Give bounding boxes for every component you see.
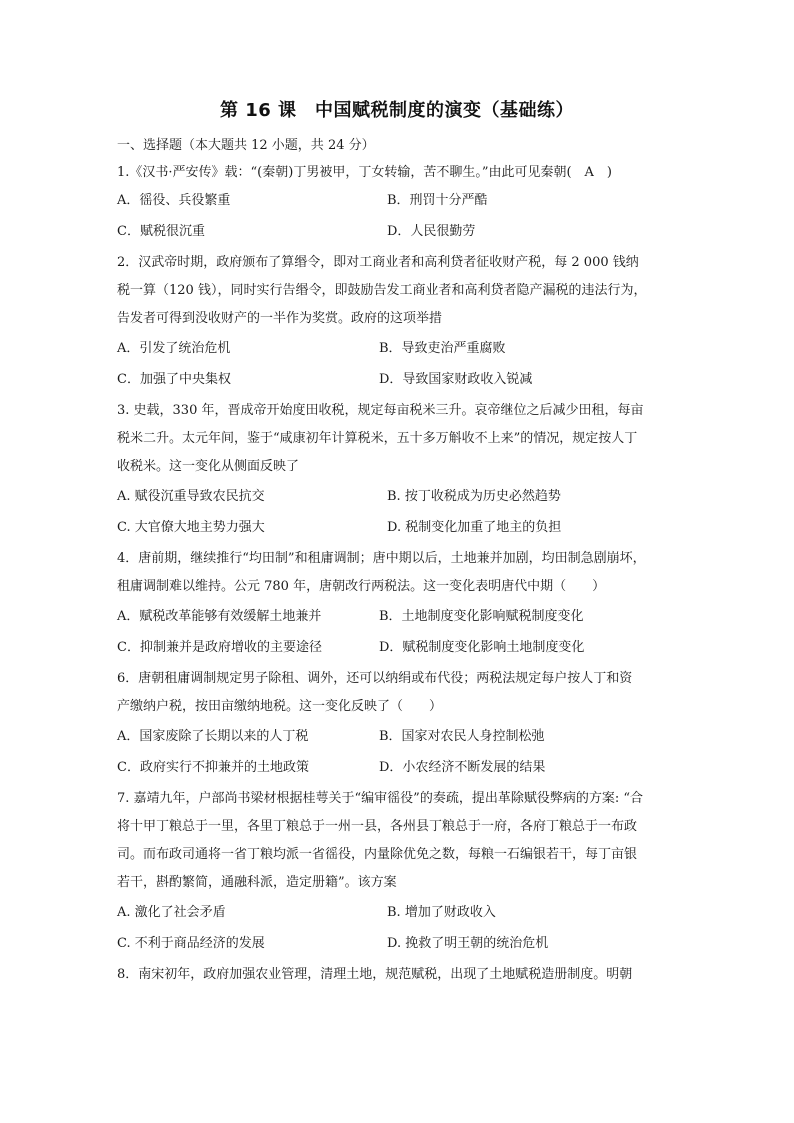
question-stem-line: 6．唐朝租庸调制规定男子除租、调外，还可以纳绢或布代役；两税法规定每户按人丁和资 bbox=[117, 671, 633, 686]
question-3 bbox=[117, 397, 657, 543]
option-c: C．加强了中央集权 bbox=[117, 372, 231, 387]
answer-options bbox=[117, 721, 657, 783]
question-stem-line: 4．唐前期，继续推行“均田制”和租庸调制；唐中期以后，土地兼并加剧，均田制急剧崩坏， bbox=[117, 551, 646, 566]
option-d: D. 挽救了明王朝的统治危机 bbox=[387, 936, 549, 951]
option-b: B．导致吏治严重腐败 bbox=[379, 341, 506, 356]
option-d: D. 税制变化加重了地主的负担 bbox=[387, 520, 562, 535]
question-stem-line: 1.《汉书·严安传》载：“(秦朝)丁男被甲，丁女转输，苦不聊生。”由此可见秦朝( A ) bbox=[117, 165, 613, 180]
question-6 bbox=[117, 665, 657, 783]
option-a: A．徭役、兵役繁重 bbox=[117, 193, 231, 208]
question-stem-line: 税一算（120 钱），同时实行告缗令，即鼓励告发工商业者和高利贷者隐产漏税的违法行为， bbox=[117, 283, 647, 298]
option-d: D．导致国家财政收入锐减 bbox=[379, 372, 533, 387]
answer-options bbox=[117, 481, 657, 543]
question-stem-line: 司。而布政司通将一省丁粮均派一省徭役，内量除优免之数，每粮一石编银若干，每丁亩银 bbox=[117, 847, 638, 862]
option-d: D．小农经济不断发展的结果 bbox=[379, 760, 546, 775]
option-c: C．抑制兼并是政府增收的主要途径 bbox=[117, 640, 322, 655]
answer-options bbox=[117, 333, 657, 395]
question-stem-line: 产缴纳户税，按田亩缴纳地税。这一变化反映了（ ） bbox=[117, 699, 443, 714]
option-d: D．赋税制度变化影响土地制度变化 bbox=[379, 640, 585, 655]
section-heading: 一、选择题（本大题共 12 小题，共 24 分） bbox=[117, 138, 375, 153]
question-stem-line: 2．汉武帝时期，政府颁布了算缗令，即对工商业者和高利贷者征收财产税，每 2 000 钱纳 bbox=[117, 255, 639, 270]
question-stem-line: 告发者可得到没收财产的一半作为奖赏。政府的这项举措 bbox=[117, 311, 443, 326]
option-c: C．政府实行不抑兼并的土地政策 bbox=[117, 760, 309, 775]
option-a: A. 赋役沉重导致农民抗交 bbox=[117, 489, 265, 504]
option-a: A．国家废除了长期以来的人丁税 bbox=[117, 729, 309, 744]
option-b: B．土地制度变化影响赋税制度变化 bbox=[379, 609, 584, 624]
question-4 bbox=[117, 545, 657, 663]
question-2 bbox=[117, 249, 657, 395]
question-stem-line: 若干，斟酌繁简，通融科派，造定册籍”。该方案 bbox=[117, 875, 397, 890]
option-b: B．刑罚十分严酷 bbox=[387, 193, 488, 208]
question-stem-line: 税米二升。太元年间，鉴于“咸康初年计算税米，五十多万斛收不上来”的情况，规定按人丁 bbox=[117, 431, 638, 446]
option-a: A．赋税改革能够有效缓解土地兼并 bbox=[117, 609, 322, 624]
question-list bbox=[117, 136, 657, 989]
option-c: C. 大官僚大地主势力强大 bbox=[117, 520, 265, 535]
page-title: 第 16 课 中国赋税制度的演变（基础练） bbox=[219, 100, 575, 121]
option-a: A．引发了统治危机 bbox=[117, 341, 231, 356]
answer-options bbox=[117, 601, 657, 663]
question-stem-line: 将十甲丁粮总于一里，各里丁粮总于一州一县，各州县丁粮总于一府，各府丁粮总于一布政 bbox=[117, 819, 638, 834]
option-a: A. 激化了社会矛盾 bbox=[117, 905, 226, 920]
question-stem-line: 收税米。这一变化从侧面反映了 bbox=[117, 459, 300, 474]
option-c: C．赋税很沉重 bbox=[117, 224, 205, 239]
option-b: B. 按丁收税成为历史必然趋势 bbox=[387, 489, 561, 504]
question-stem-line: 3. 史载，330 年，晋成帝开始度田收税，规定每亩税米三升。哀帝继位之后减少田租，每亩 bbox=[117, 403, 644, 418]
question-stem-line: 租庸调制难以维持。公元 780 年，唐朝改行两税法。这一变化表明唐代中期（ ） bbox=[117, 579, 606, 594]
option-c: C. 不利于商品经济的发展 bbox=[117, 936, 265, 951]
question-stem-line: 8．南宋初年，政府加强农业管理，清理土地，规范赋税，出现了土地赋税造册制度。明朝 bbox=[117, 967, 633, 982]
option-b: B. 增加了财政收入 bbox=[387, 905, 496, 920]
question-7 bbox=[117, 785, 657, 959]
question-1 bbox=[117, 161, 657, 247]
answer-options bbox=[117, 897, 657, 959]
option-b: B．国家对农民人身控制松弛 bbox=[379, 729, 545, 744]
question-stem-line: 7. 嘉靖九年，户部尚书梁材根据桂萼关于“编审徭役”的奏疏，提出革除赋役弊病的方案: “合 bbox=[117, 791, 643, 806]
answer-options bbox=[117, 185, 657, 247]
option-d: D．人民很勤劳 bbox=[387, 224, 476, 239]
question-8 bbox=[117, 961, 657, 989]
